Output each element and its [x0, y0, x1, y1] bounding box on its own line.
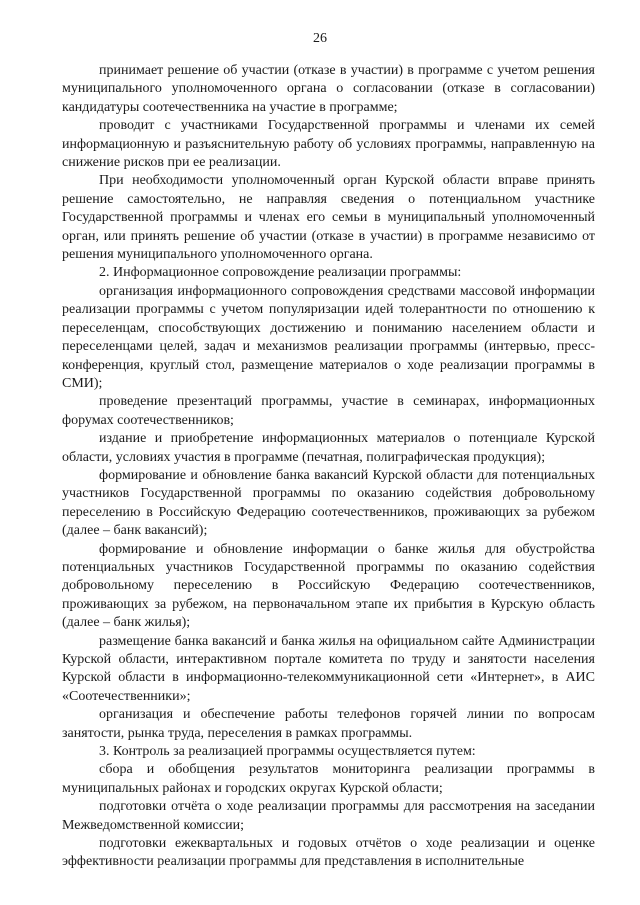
paragraph: При необходимости уполномоченный орган Курской области вправе принять решение самостоятельно, не направляя сведения о потенциальном участнике Государственной программы и членах его семьи в муниципальный уполномоченный орган, или принять решение об участии (отказе в участии) в программе независимо от решения муниципального уполномоченного органа.	[62, 173, 595, 263]
paragraph: проведение презентаций программы, участие в семинарах, информационных форумах соотечественников;	[62, 394, 595, 428]
paragraph: подготовки отчёта о ходе реализации программы для рассмотрения на заседании Межведомственной комиссии;	[62, 799, 595, 833]
paragraph: организация информационного сопровождения средствами массовой информации реализации программы с учетом популяризации идей толерантности по отношению к переселенцам, способствующих достижению и пониманию населением области и переселенцами целей, задач и механизмов реализации программы (интервью, пресс-конференция, круглый стол, размещение материалов о ходе реализации программы в СМИ);	[62, 283, 595, 391]
document-body	[62, 62, 595, 872]
paragraph: размещение банка вакансий и банка жилья на официальном сайте Администрации Курской области, интерактивном портале комитета по труду и занятости населения Курской области в информационно-телекоммуникационной сети «Интернет», в АИС «Соотечественники»;	[62, 633, 595, 704]
paragraph: формирование и обновление информации о банке жилья для обустройства потенциальных участников Государственной программы по оказанию содействия добровольному переселению в Российскую Федерацию соотечественников, проживающих за рубежом, на первоначальном этапе их прибытия в Курскую область (далее – банк жилья);	[62, 541, 595, 631]
paragraph: подготовки ежеквартальных и годовых отчётов о ходе реализации и оценке эффективности реализации программы для представления в исполнительные	[62, 836, 595, 870]
paragraph: организация и обеспечение работы телефонов горячей линии по вопросам занятости, рынка труда, переселения в рамках программы.	[62, 707, 595, 741]
paragraph: проводит с участниками Государственной программы и членами их семей информационную и разъяснительную работу об условиях программы, направленную на снижение рисков при ее реализации.	[62, 118, 595, 171]
section-heading: 3. Контроль за реализацией программы осуществляется путем:	[99, 744, 476, 760]
paragraph: формирование и обновление банка вакансий Курской области для потенциальных участников Государственной программы по оказанию содействия добровольному переселению в Российскую Федерацию соотечественников, проживающих за рубежом (далее – банк вакансий);	[62, 467, 595, 539]
paragraph: издание и приобретение информационных материалов о потенциале Курской области, условиях участия в программе (печатная, полиграфическая продукция);	[62, 431, 595, 465]
section-heading: 2. Информационное сопровождение реализации программы:	[99, 265, 462, 281]
page-number: 26	[313, 31, 327, 46]
paragraph: сбора и обобщения результатов мониторинга реализации программы в муниципальных районах и городских округах Курской области;	[62, 762, 595, 796]
paragraph: принимает решение об участии (отказе в участии) в программе с учетом решения муниципального уполномоченного органа о согласовании (отказе в согласовании) кандидатуры соотечественника на участие в программе;	[62, 63, 595, 115]
